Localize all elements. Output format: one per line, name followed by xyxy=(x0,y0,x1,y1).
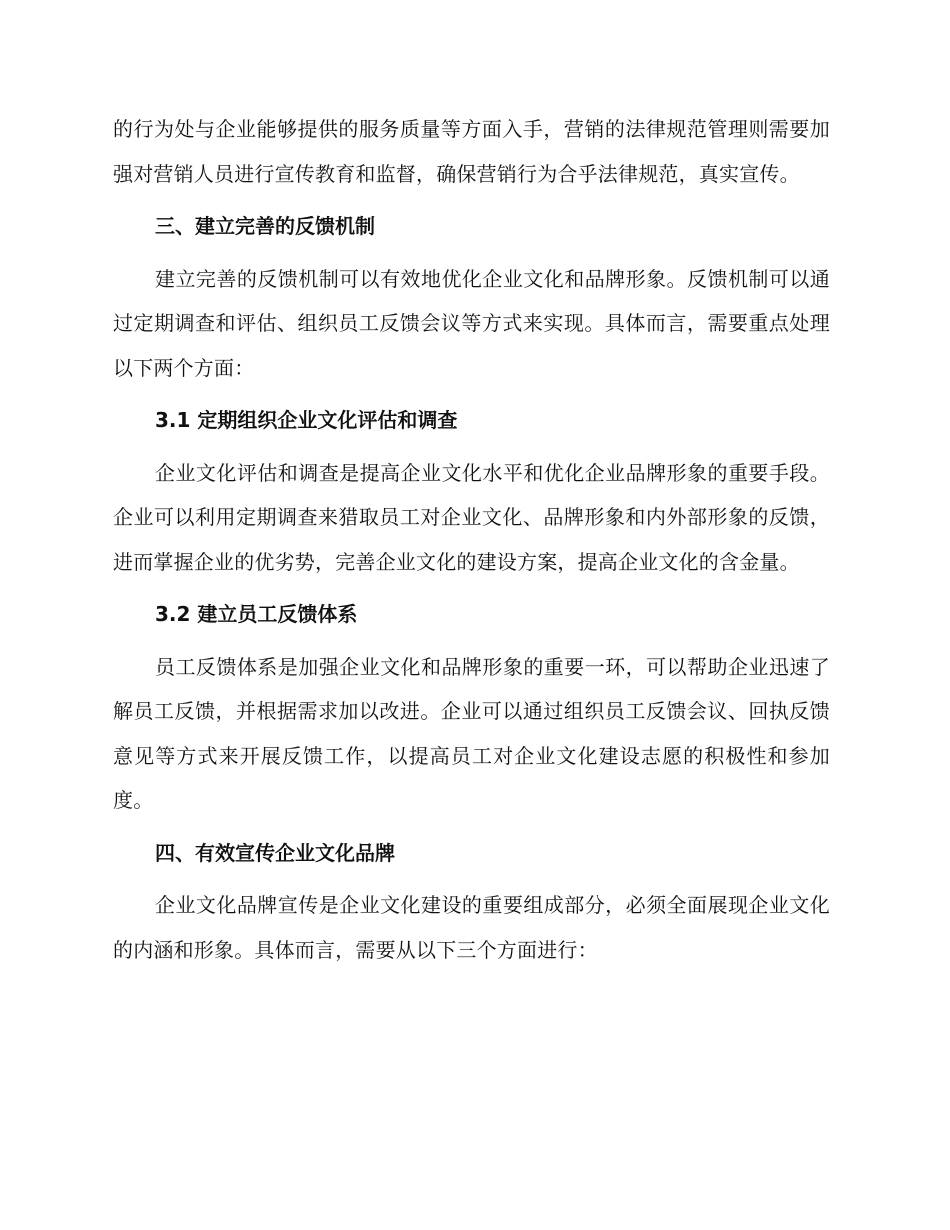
section-3-paragraph: 建立完善的反馈机制可以有效地优化企业文化和品牌形象。反馈机制可以通过定期调查和评估、组织员工反馈会议等方式来实现。具体而言，需要重点处理以下两个方面： xyxy=(113,266,830,380)
section-4-paragraph: 企业文化品牌宣传是企业文化建设的重要组成部分，必须全面展现企业文化的内涵和形象。具体而言，需要从以下三个方面进行： xyxy=(113,893,830,962)
intro-paragraph: 的行为处与企业能够提供的服务质量等方面入手，营销的法律规范管理则需要加强对营销人员进行宣传教育和监督，确保营销行为合乎法律规范，真实宣传。 xyxy=(113,117,830,186)
section-3-heading: 三、建立完善的反馈机制 xyxy=(155,214,375,238)
section-3-1-heading: 3.1 定期组织企业文化评估和调查 xyxy=(155,408,458,432)
section-3-2-heading: 3.2 建立员工反馈体系 xyxy=(155,602,358,626)
section-3-2-paragraph: 员工反馈体系是加强企业文化和品牌形象的重要一环，可以帮助企业迅速了解员工反馈，并根据需求加以改进。企业可以通过组织员工反馈会议、回执反馈意见等方式来开展反馈工作，以提高员工对企业文化建设志愿的积极性和参加度。 xyxy=(113,654,830,812)
section-4-heading: 四、有效宣传企业文化品牌 xyxy=(155,840,395,865)
section-3-1-paragraph: 企业文化评估和调查是提高企业文化水平和优化企业品牌形象的重要手段。企业可以利用定期调查来猎取员工对企业文化、品牌形象和内外部形象的反馈，进而掌握企业的优劣势，完善企业文化的建设方案，提高企业文化的含金量。 xyxy=(113,460,830,574)
document-body xyxy=(113,107,830,972)
